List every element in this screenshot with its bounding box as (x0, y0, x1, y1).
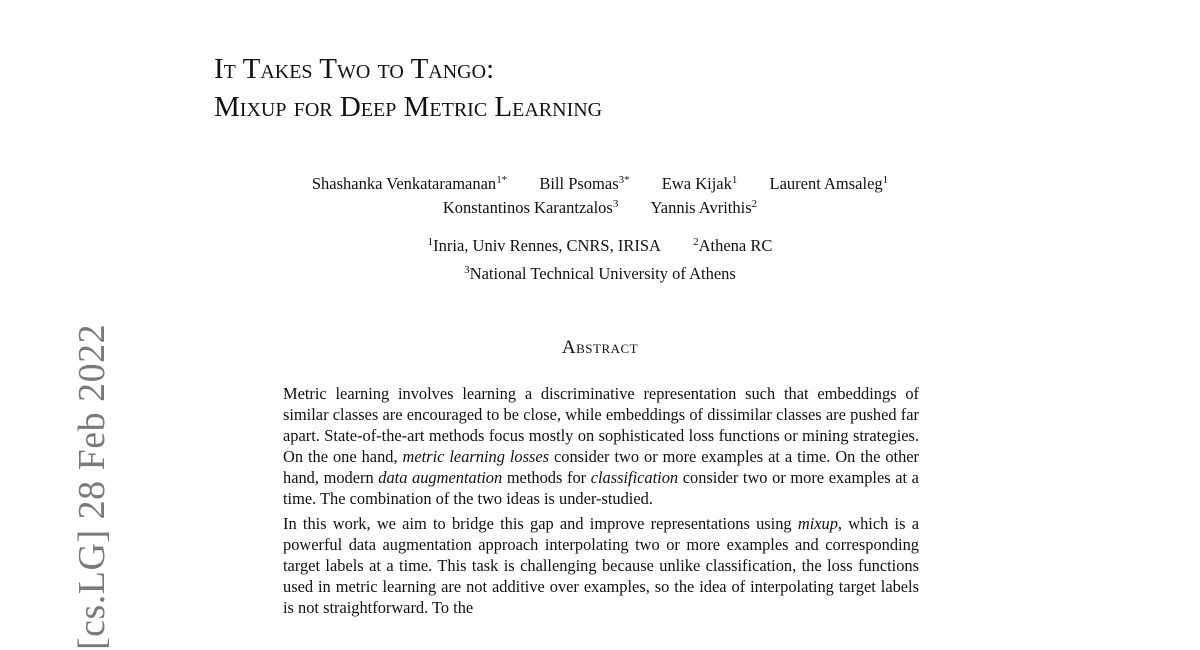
affiliation (464, 260, 736, 288)
paper-title (214, 50, 602, 126)
affiliation-row-2 (200, 260, 1000, 288)
affiliation (693, 232, 772, 260)
title-line-2: Mixup for Deep Metric Learning (214, 91, 603, 123)
abstract-body (283, 383, 919, 622)
abstract-emphasis: metric learning losses (402, 447, 550, 466)
affiliation-name: National Technical University of Athens (469, 264, 736, 283)
abstract-emphasis: mixup (797, 514, 838, 533)
author (650, 196, 757, 220)
author-affiliation-mark: 2 (751, 198, 758, 210)
affiliation-mark: 2 (693, 236, 699, 248)
author-row-2 (200, 196, 1000, 220)
affiliation-name: Inria, Univ Rennes, CNRS, IRISA (433, 236, 661, 255)
author-name: Yannis Avrithis (650, 198, 752, 217)
author (769, 172, 888, 196)
abstract-paragraph-2 (283, 513, 919, 618)
affiliation-row-1 (200, 232, 1000, 260)
affiliation-name: Athena RC (698, 236, 773, 255)
abstract-text: consider two or more examples at a time. On the other hand, modern (283, 447, 919, 487)
author-affiliation-mark: 1 (731, 174, 738, 186)
abstract-text: Metric learning involves learning a discriminative representation such that embeddings of similar classes are encouraged to be close, while embeddings of dissimilar classes are pushed far apart. State-of-the-art methods focus mostly on sophisticated loss functions or mining strategies. On the one hand, (283, 384, 919, 466)
author-name: Bill Psomas (539, 174, 619, 193)
affiliation (428, 232, 661, 260)
arxiv-side-stamp (30, 310, 113, 650)
affiliation-mark: 3 (464, 264, 470, 276)
affiliation-mark: 1 (427, 236, 434, 248)
author-affiliation-mark: 1* (496, 174, 508, 186)
author (539, 172, 629, 196)
author (662, 172, 738, 196)
author-affiliation-mark: 3 (612, 198, 619, 210)
author-name: Laurent Amsaleg (769, 174, 883, 193)
author-affiliation-mark: 1 (882, 174, 889, 186)
title-line-1: It Takes Two to Tango: (214, 53, 495, 85)
abstract-paragraph-1 (283, 383, 919, 509)
abstract-heading: Abstract (561, 337, 639, 358)
abstract-text: methods for (502, 468, 591, 487)
abstract-emphasis: classification (590, 468, 679, 487)
abstract-text: , which is a powerful data augmentation approach interpolating two or more examples and corresponding target labels at a time. This task is challenging because unlike classification, the loss functions used in metric learning are not additive over examples, so the idea of interpolating target labels is not straightforward. To the (283, 514, 919, 617)
author-list (200, 172, 1000, 220)
author (312, 172, 507, 196)
author-affiliation-mark: 3* (618, 174, 630, 186)
author-name: Ewa Kijak (661, 174, 732, 193)
affiliation-list (200, 232, 1000, 288)
abstract-text: consider two or more examples at a time. The combination of the two ideas is under-studied. (283, 468, 919, 508)
arxiv-stamp-text: [cs.LG] 28 Feb 2022 (71, 323, 113, 650)
author-row-1 (200, 172, 1000, 196)
author-name: Konstantinos Karantzalos (442, 198, 613, 217)
abstract-text: In this work, we aim to bridge this gap and improve representations using (283, 514, 798, 533)
author (443, 196, 619, 220)
author-name: Shashanka Venkataramanan (311, 174, 497, 193)
abstract-emphasis: data augmentation (378, 468, 503, 487)
